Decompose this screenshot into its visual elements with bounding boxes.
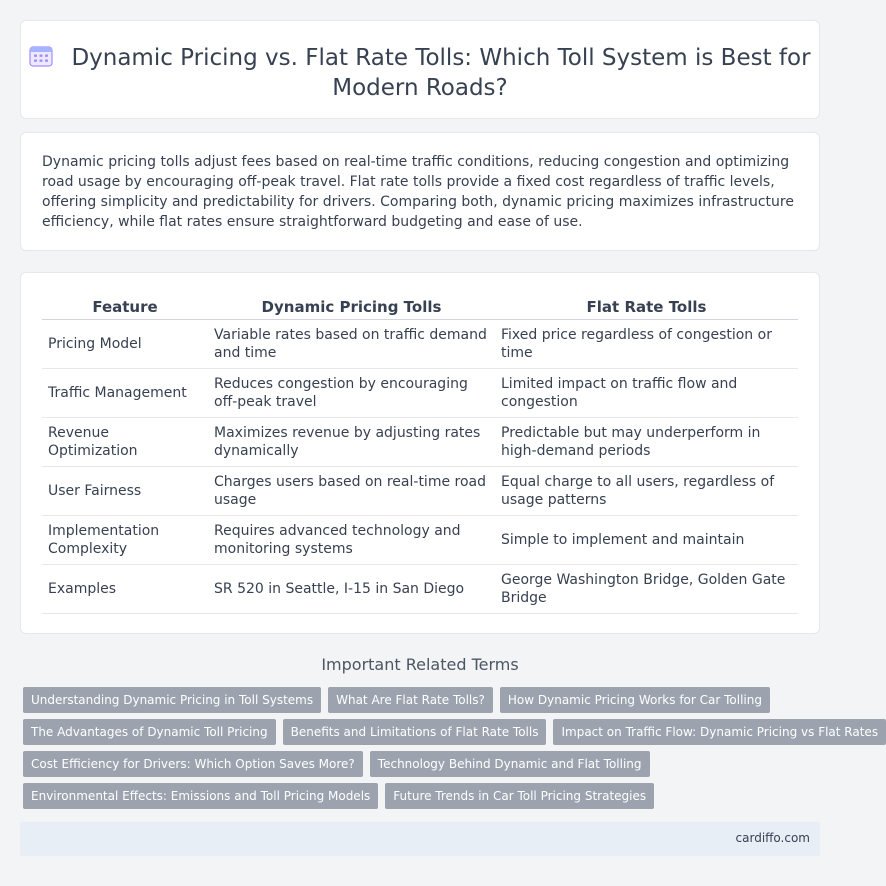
related-term-tag[interactable]: What Are Flat Rate Tolls? (328, 687, 493, 713)
title-line-1: Dynamic Pricing vs. Flat Rate Tolls: Which Toll System is Best for (71, 45, 811, 71)
tag-row (23, 687, 803, 713)
related-terms-list (23, 687, 879, 815)
cell-dynamic: Reduces congestion by encouraging off-peak travel (208, 368, 495, 417)
table-row (42, 564, 798, 613)
table-row (42, 319, 798, 368)
related-term-tag[interactable]: Cost Efficiency for Drivers: Which Option Saves More? (23, 751, 363, 777)
related-term-tag[interactable]: The Advantages of Dynamic Toll Pricing (23, 719, 276, 745)
comparison-table-card (20, 272, 820, 634)
related-term-tag[interactable]: Future Trends in Car Toll Pricing Strategies (385, 783, 654, 809)
cell-dynamic: Charges users based on real-time road usage (208, 466, 495, 515)
cell-dynamic: SR 520 in Seattle, I-15 in San Diego (208, 564, 495, 613)
cell-flat: Simple to implement and maintain (495, 515, 798, 564)
summary-text: Dynamic pricing tolls adjust fees based on real-time traffic conditions, reducing congestion and optimizing road usage by encouraging off-peak travel. Flat rate tolls provide a fixed cost regardless of traffic levels, offering simplicity and predictability for drivers. Comparing both, dynamic pricing maximizes infrastructure efficiency, while flat rates ensure straightforward budgeting and ease of use. (42, 154, 794, 230)
page-title (21, 43, 819, 103)
table-row (42, 515, 798, 564)
cell-flat: Equal charge to all users, regardless of usage patterns (495, 466, 798, 515)
table-row (42, 368, 798, 417)
related-terms-heading: Important Related Terms (321, 655, 519, 674)
cell-flat: Predictable but may underperform in high-demand periods (495, 417, 798, 466)
cell-feature: User Fairness (42, 466, 208, 515)
cell-feature: Revenue Optimization (42, 417, 208, 466)
cell-dynamic: Requires advanced technology and monitoring systems (208, 515, 495, 564)
tag-row (23, 751, 803, 777)
table-row (42, 417, 798, 466)
comparison-table (42, 295, 798, 614)
related-term-tag[interactable]: Environmental Effects: Emissions and Toll Pricing Models (23, 783, 378, 809)
tag-row (23, 783, 803, 809)
table-row (42, 466, 798, 515)
cell-feature: Examples (42, 564, 208, 613)
cell-flat: Fixed price regardless of congestion or time (495, 319, 798, 368)
tag-row (23, 719, 879, 745)
summary-card (20, 132, 820, 251)
cell-flat: Limited impact on traffic flow and congestion (495, 368, 798, 417)
cell-feature: Pricing Model (42, 319, 208, 368)
footer (20, 822, 820, 856)
related-term-tag[interactable]: Technology Behind Dynamic and Flat Tolling (370, 751, 650, 777)
related-term-tag[interactable]: Understanding Dynamic Pricing in Toll Systems (23, 687, 321, 713)
calendar-icon (29, 45, 53, 67)
header-feature: Feature (42, 295, 208, 319)
cell-dynamic: Variable rates based on traffic demand and time (208, 319, 495, 368)
header-dynamic: Dynamic Pricing Tolls (208, 295, 495, 319)
related-term-tag[interactable]: How Dynamic Pricing Works for Car Tolling (500, 687, 770, 713)
cell-feature: Traffic Management (42, 368, 208, 417)
title-line-2: Modern Roads? (332, 75, 508, 101)
cell-feature: Implementation Complexity (42, 515, 208, 564)
related-term-tag[interactable]: Impact on Traffic Flow: Dynamic Pricing vs Flat Rates (553, 719, 886, 745)
title-card (20, 20, 820, 119)
cell-flat: George Washington Bridge, Golden Gate Bridge (495, 564, 798, 613)
header-flat: Flat Rate Tolls (495, 295, 798, 319)
table-header-row (42, 295, 798, 319)
cell-dynamic: Maximizes revenue by adjusting rates dynamically (208, 417, 495, 466)
related-term-tag[interactable]: Benefits and Limitations of Flat Rate Tolls (283, 719, 547, 745)
footer-site-link[interactable]: cardiffo.com (735, 831, 810, 845)
